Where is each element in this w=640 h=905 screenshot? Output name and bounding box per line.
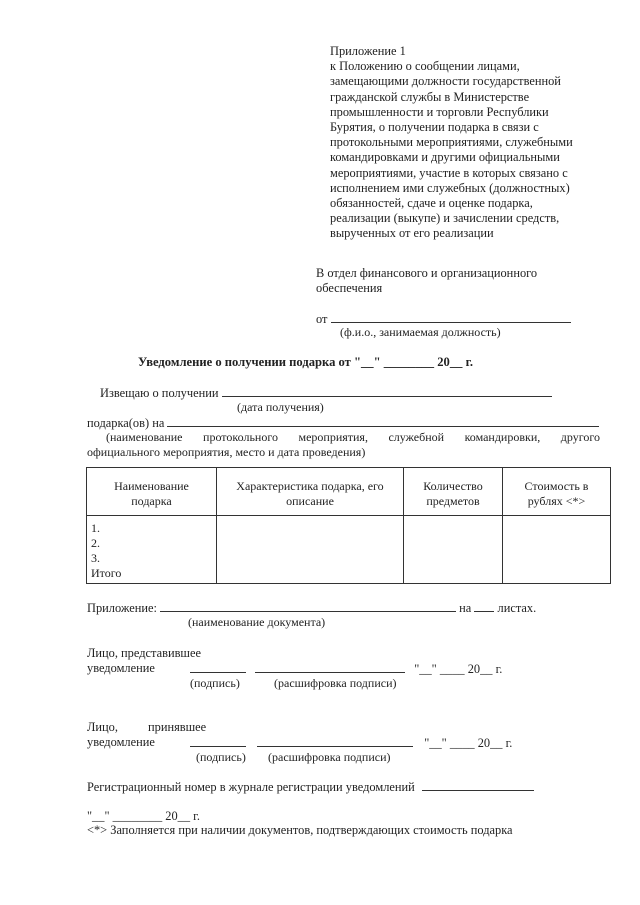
table-row (87, 516, 611, 584)
row-label: 3. (91, 551, 100, 565)
registration-date: "__" ________ 20__ г. (87, 809, 200, 823)
header-text: Наименование (114, 479, 189, 493)
submitter-decode-caption: (расшифровка подписи) (274, 676, 397, 690)
header-text: описание (286, 494, 334, 508)
receiver-word2: принявшее (148, 720, 207, 734)
receiver-word1: Лицо, (87, 720, 118, 734)
footnote: <*> Заполняется при наличии документов, подтверждающих стоимость подарка (87, 823, 513, 837)
appendix-line: протокольными мероприятиями, служебными (330, 135, 573, 150)
from-field[interactable] (331, 311, 571, 323)
receiver-line2: уведомление (87, 735, 155, 749)
header-text: Стоимость в (524, 479, 589, 493)
submitter-signature-row (190, 661, 502, 677)
registration-label: Регистрационный номер в журнале регистрации уведомлений (87, 780, 415, 794)
page-title: Уведомление о получении подарка от "__" ________ 20__ г. (138, 355, 474, 369)
gifts-table (86, 467, 611, 584)
header-text: Количество (423, 479, 483, 493)
table-header-row (87, 468, 611, 516)
from-caption: (ф.и.о., занимаемая должность) (340, 325, 501, 339)
attachment-caption: (наименование документа) (188, 615, 326, 629)
receiver-date: "__" ____ 20__ г. (424, 736, 513, 750)
submitter-line2: уведомление (87, 661, 155, 675)
receiver-signature-field[interactable] (190, 735, 246, 747)
header-quantity (404, 468, 503, 516)
event-caption-2: официального мероприятия, место и дата проведения) (87, 445, 366, 459)
receiver-decode-caption: (расшифровка подписи) (268, 750, 391, 764)
submitter-date: "__" ____ 20__ г. (414, 662, 503, 676)
appendix-line: вырученных от его реализации (330, 226, 494, 241)
received-row (100, 385, 552, 401)
received-date-field[interactable] (222, 385, 552, 397)
gifts-row (87, 415, 599, 431)
submitter-signature-field[interactable] (190, 661, 246, 673)
header-text: предметов (426, 494, 480, 508)
appendix-line: мероприятиями, участие в которых связано с (330, 165, 568, 180)
appendix-line: Бурятия, о получении подарка в связи с (330, 120, 539, 135)
registration-row (87, 779, 534, 795)
header-text: подарка (131, 494, 172, 508)
receiver-signature-row (190, 735, 512, 751)
attachment-field[interactable] (160, 600, 456, 612)
appendix-line: реализации (выкупе) и зачислении средств, (330, 211, 560, 226)
appendix-header (330, 44, 620, 242)
attachment-row (87, 600, 536, 616)
receiver-sign-caption: (подпись) (196, 750, 246, 764)
appendix-line: командировками и другими официальными (330, 150, 560, 165)
sheets-count-field[interactable] (474, 600, 494, 612)
addressee-line1: В отдел финансового и организационного (316, 266, 538, 280)
appendix-line: гражданской службы в Министерстве (330, 89, 530, 104)
header-gift-description (217, 468, 404, 516)
submitter-sign-caption: (подпись) (190, 676, 240, 690)
submitter-line1: Лицо, представившее (87, 646, 201, 660)
header-gift-name (87, 468, 217, 516)
receiver-decode-field[interactable] (257, 735, 413, 747)
from-label: от (316, 312, 328, 326)
appendix-line: к Положению о сообщении лицами, (330, 59, 520, 74)
received-caption: (дата получения) (237, 400, 324, 414)
received-label: Извещаю о получении (100, 386, 219, 400)
addressee-line2: обеспечения (316, 281, 383, 295)
appendix-line: обязанностей, сдаче и оценке подарка, (330, 196, 533, 211)
header-cost (503, 468, 611, 516)
submitter-decode-field[interactable] (255, 661, 405, 673)
cost-cell[interactable] (503, 516, 611, 584)
row-label: 1. (91, 521, 100, 535)
header-text: Характеристика подарка, его (236, 479, 384, 493)
row-label: Итого (91, 566, 122, 580)
gifts-label: подарка(ов) на (87, 416, 165, 430)
attachment-label: Приложение: (87, 601, 157, 615)
event-caption-1: (наименование протокольного мероприятия, служебной командировки, другого (106, 430, 600, 444)
description-cell[interactable] (217, 516, 404, 584)
appendix-line: исполнением ими служебных (должностных) (330, 180, 570, 195)
attachment-sheets: листах. (497, 601, 537, 615)
appendix-line: замещающими должности государственной (330, 74, 561, 89)
header-text: рублях <*> (527, 494, 586, 508)
attachment-na: на (459, 601, 472, 615)
row-label: 2. (91, 536, 100, 550)
quantity-cell[interactable] (404, 516, 503, 584)
appendix-line: Приложение 1 (330, 44, 406, 58)
registration-number-field[interactable] (422, 779, 534, 791)
event-field[interactable] (167, 415, 599, 427)
row-labels-cell[interactable] (87, 516, 217, 584)
appendix-line: промышленности и торговли Республики (330, 104, 549, 119)
